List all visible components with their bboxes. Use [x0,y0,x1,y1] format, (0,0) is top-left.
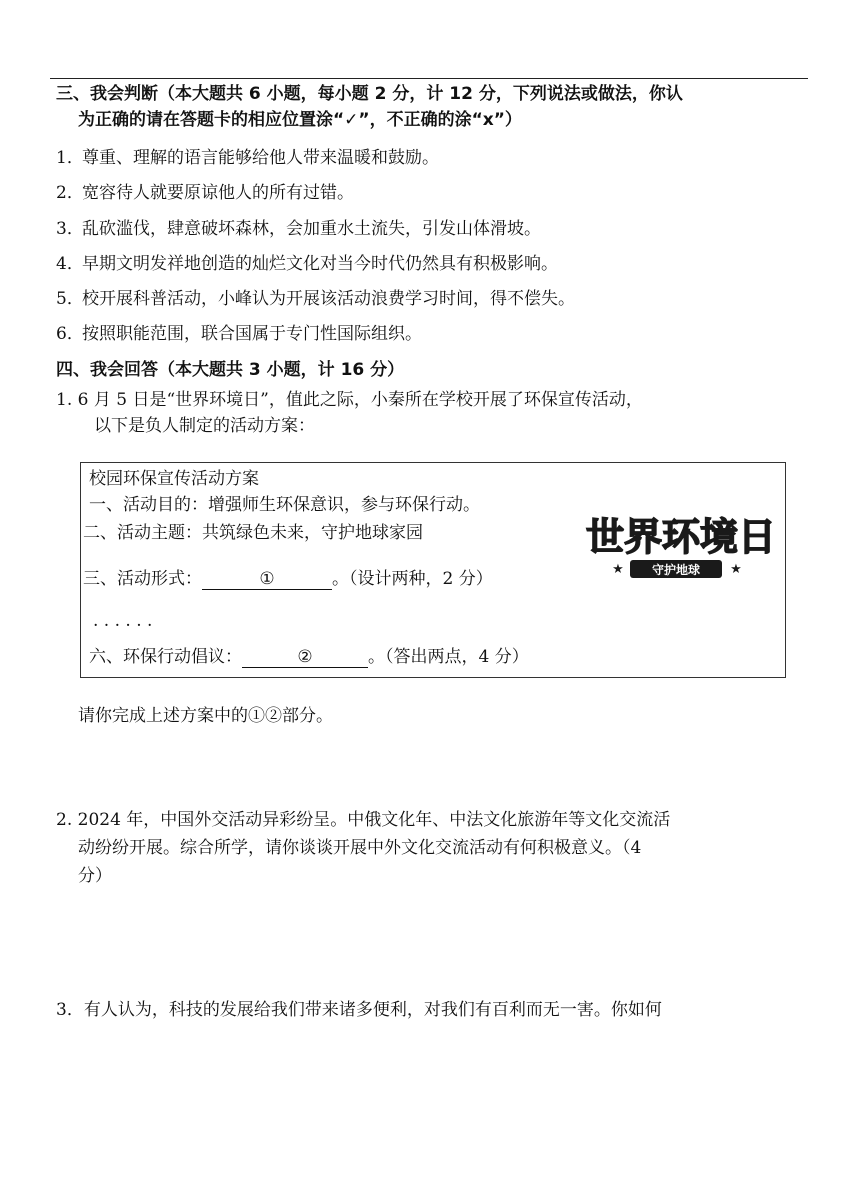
top-rule [50,78,808,79]
logo-main-text: 世界环境日 [585,515,777,559]
section4-header: 四、我会回答（本大题共 3 小题，计 16 分） [56,360,405,380]
item-text: 早期文明发祥地创造的灿烂文化对当今时代仍然具有积极影响。 [82,254,558,274]
plan-form [83,567,493,591]
plan-form-note: 。（设计两种，2 分） [332,569,493,589]
item-number: 1． [56,148,84,168]
plan-form-label: 三、活动形式： [83,569,202,589]
q2-line3: 分） [78,866,112,886]
q1-line2: 以下是负人制定的活动方案： [94,416,315,436]
logo-star-right: ★ [730,562,742,577]
section3-header-line2: 为正确的请在答题卡的相应位置涂“✓”，不正确的涂“x”） [78,110,522,130]
world-environment-day-logo [578,510,784,582]
item-text: 宽容待人就要原谅他人的所有过错。 [82,183,354,203]
q1-prompt: 请你完成上述方案中的①②部分。 [78,706,333,726]
judge-item-1 [56,146,439,170]
judge-item-4 [56,252,558,276]
plan-proposal-note: 。（答出两点，4 分） [368,647,529,667]
plan-proposal-label: 六、环保行动倡议： [89,647,242,667]
item-number: 2． [56,183,84,203]
plan-title: 校园环保宣传活动方案 [89,469,259,489]
section3-header-line1: 三、我会判断（本大题共 6 小题，每小题 2 分，计 12 分，下列说法或做法，你认 [56,84,683,104]
item-number: 4． [56,254,84,274]
plan-proposal [89,645,529,669]
answer-blank-1[interactable]: ① [202,569,332,590]
answer-blank-2[interactable]: ② [242,647,368,668]
item-text: 校开展科普活动，小峰认为开展该活动浪费学习时间，得不偿失。 [82,289,575,309]
logo-star-left: ★ [612,562,624,577]
item-text: 乱砍滥伐，肆意破坏森林，会加重水土流失，引发山体滑坡。 [82,219,541,239]
judge-item-5 [56,287,575,311]
q3-line1: 3．有人认为，科技的发展给我们带来诸多便利，对我们有百利而无一害。你如何 [56,1000,662,1020]
q2-line1: 2. 2024 年，中国外交活动异彩纷呈。中俄文化年、中法文化旅游年等文化交流活 [56,810,671,830]
q2-line2: 动纷纷开展。综合所学，请你谈谈开展中外文化交流活动有何积极意义。（4 [78,838,642,858]
item-number: 6． [56,324,84,344]
plan-ellipsis: . . . . . . [93,611,153,631]
judge-item-3 [56,217,541,241]
q1-line1: 1. 6 月 5 日是“世界环境日”，值此之际，小秦所在学校开展了环保宣传活动， [56,390,643,410]
item-number: 5． [56,289,84,309]
item-text: 尊重、理解的语言能够给他人带来温暖和鼓励。 [82,148,439,168]
plan-theme: 二、活动主题：共筑绿色未来，守护地球家园 [83,523,423,543]
plan-goal: 一、活动目的：增强师生环保意识，参与环保行动。 [89,495,480,515]
item-number: 3． [56,219,84,239]
judge-item-2 [56,181,354,205]
item-text: 按照职能范围，联合国属于专门性国际组织。 [82,324,422,344]
logo-sub-text: 守护地球 [651,563,701,577]
judge-item-6 [56,322,422,346]
